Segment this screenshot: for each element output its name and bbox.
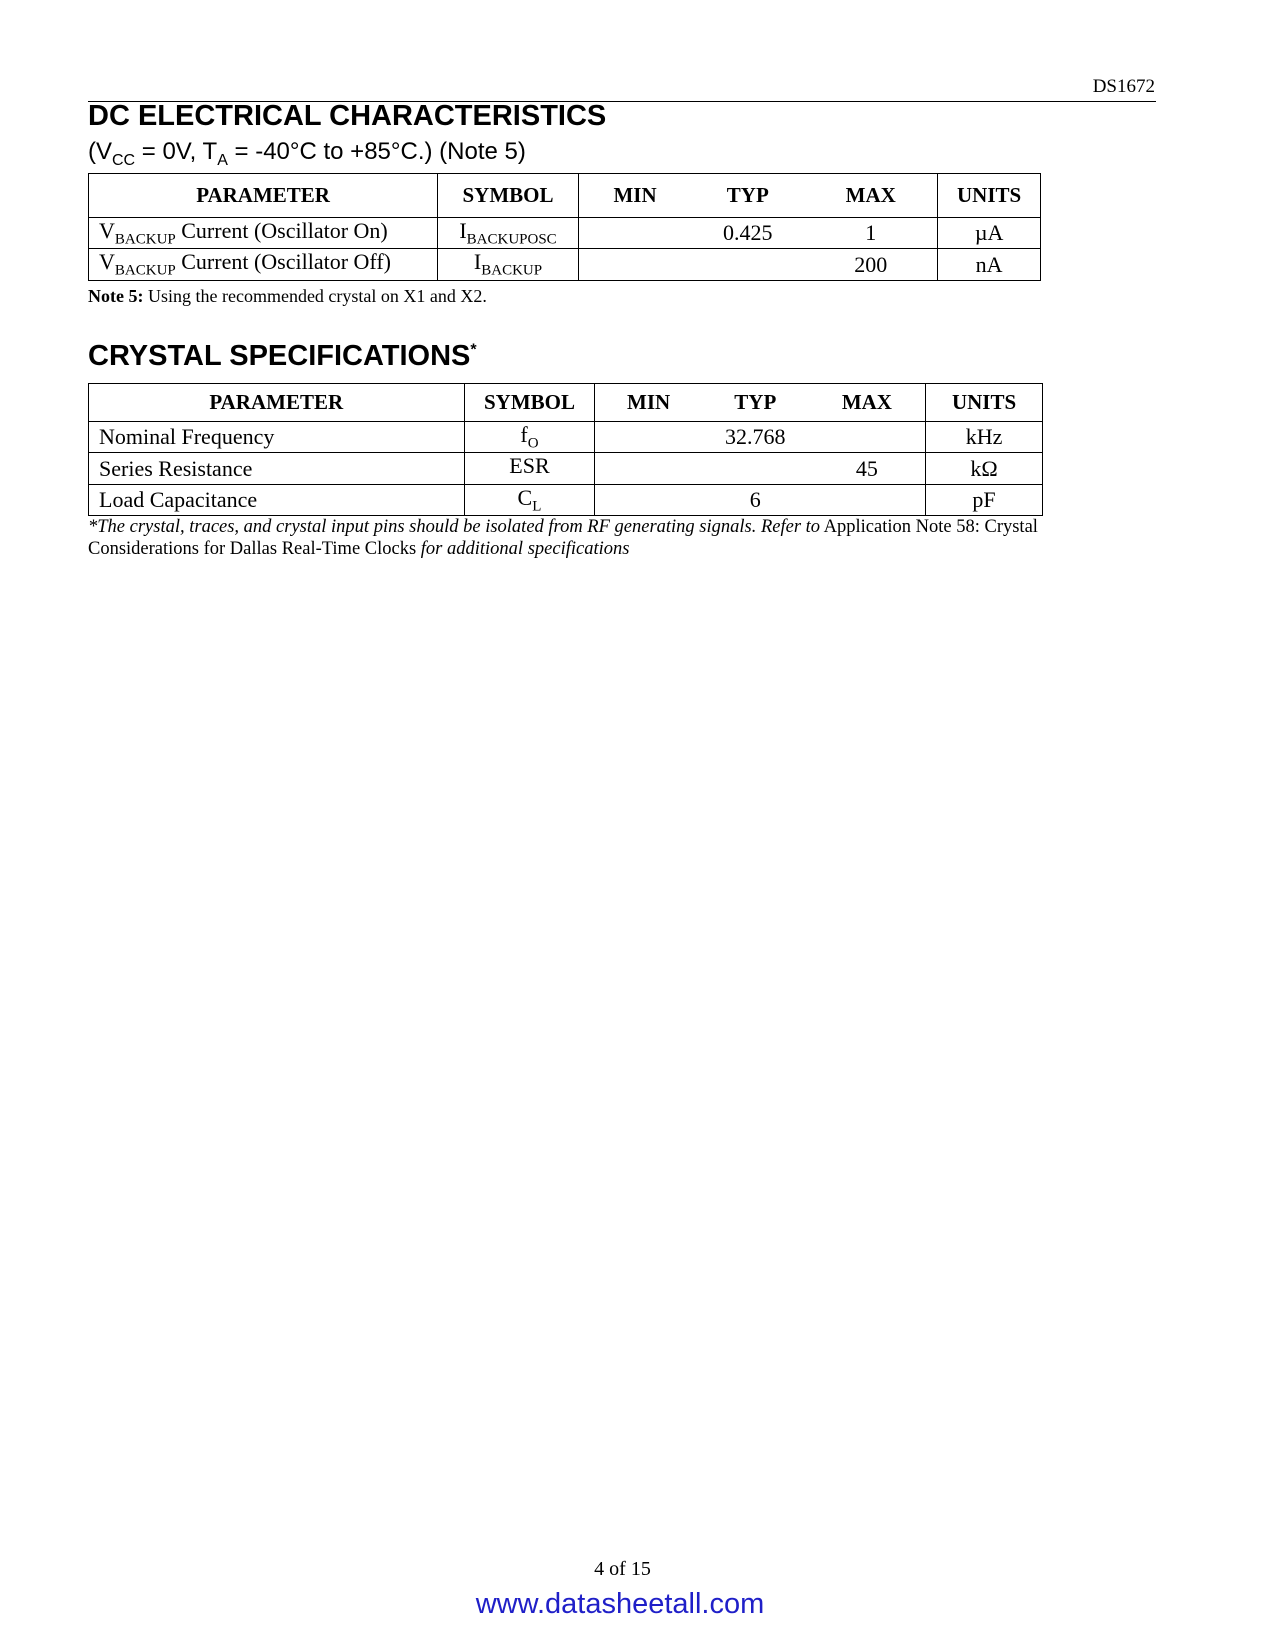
column-header: MIN [595, 384, 702, 422]
column-header: TYP [702, 384, 809, 422]
param-cell: Load Capacitance [89, 484, 465, 515]
table-row [89, 422, 1043, 453]
min-cell [578, 218, 691, 249]
param-cell: Nominal Frequency [89, 422, 465, 453]
dc-conditions: ($V_{CC} = 0V$, $T_A = -40^\circ C$ to +85°C.) (Note 5) [88, 138, 526, 169]
table-row [89, 484, 1043, 515]
typ-cell [702, 453, 809, 484]
column-header: UNITS [926, 384, 1043, 422]
column-header: TYP [691, 174, 804, 218]
crystal-footnote: *The crystal, traces, and crystal input pins should be isolated from RF generating signals. Refer to Application Note 58: Crystal Considerations for Dallas Real-Time Clocks for additional specifications [88, 517, 1038, 559]
units-cell: nA [938, 249, 1041, 280]
symbol-cell: $C_L$ [464, 484, 595, 515]
max-cell: 200 [804, 249, 938, 280]
param-cell: Series Resistance [89, 453, 465, 484]
min-cell [595, 484, 702, 515]
symbol-cell: $f_O$ [464, 422, 595, 453]
min-cell [578, 249, 691, 280]
column-header: MIN [578, 174, 691, 218]
param-cell: $V_{BACKUP}$ Current (Oscillator Off) [89, 249, 438, 280]
symbol-cell: ESR [464, 453, 595, 484]
table-row [89, 453, 1043, 484]
units-cell: kΩ [926, 453, 1043, 484]
typ-cell: 0.425 [691, 218, 804, 249]
max-cell: 1 [804, 218, 938, 249]
table-row [89, 249, 1041, 280]
website-link[interactable]: www.datasheetall.com [475, 1588, 765, 1620]
crystal-section-title: CRYSTAL SPECIFICATIONS* [88, 340, 477, 372]
units-cell: µA [938, 218, 1041, 249]
table-row [89, 218, 1041, 249]
units-cell: kHz [926, 422, 1043, 453]
note-5: Note 5: Using the recommended crystal on X1 and X2. [88, 286, 487, 306]
column-header: MAX [804, 174, 938, 218]
column-header: MAX [809, 384, 926, 422]
param-cell: $V_{BACKUP}$ Current (Oscillator On) [89, 218, 438, 249]
max-cell [809, 422, 926, 453]
document-id: DS1672 [1092, 76, 1155, 97]
max-cell [809, 484, 926, 515]
max-cell: 45 [809, 453, 926, 484]
typ-cell: 32.768 [702, 422, 809, 453]
symbol-cell: $I_{BACKUPOSC}$ [438, 218, 579, 249]
typ-cell: 6 [702, 484, 809, 515]
column-header: PARAMETER [89, 384, 465, 422]
dc-characteristics-table [88, 173, 1041, 281]
symbol-cell: $I_{BACKUP}$ [438, 249, 579, 280]
dc-section-title: DC ELECTRICAL CHARACTERISTICS [88, 100, 607, 132]
column-header: SYMBOL [438, 174, 579, 218]
crystal-specifications-table [88, 383, 1043, 516]
min-cell [595, 422, 702, 453]
column-header: SYMBOL [464, 384, 595, 422]
units-cell: pF [926, 484, 1043, 515]
column-header: UNITS [938, 174, 1041, 218]
table-header-row [89, 174, 1041, 218]
typ-cell [691, 249, 804, 280]
table-header-row [89, 384, 1043, 422]
column-header: PARAMETER [89, 174, 438, 218]
page-number: 4 of 15 [594, 1558, 651, 1580]
min-cell [595, 453, 702, 484]
